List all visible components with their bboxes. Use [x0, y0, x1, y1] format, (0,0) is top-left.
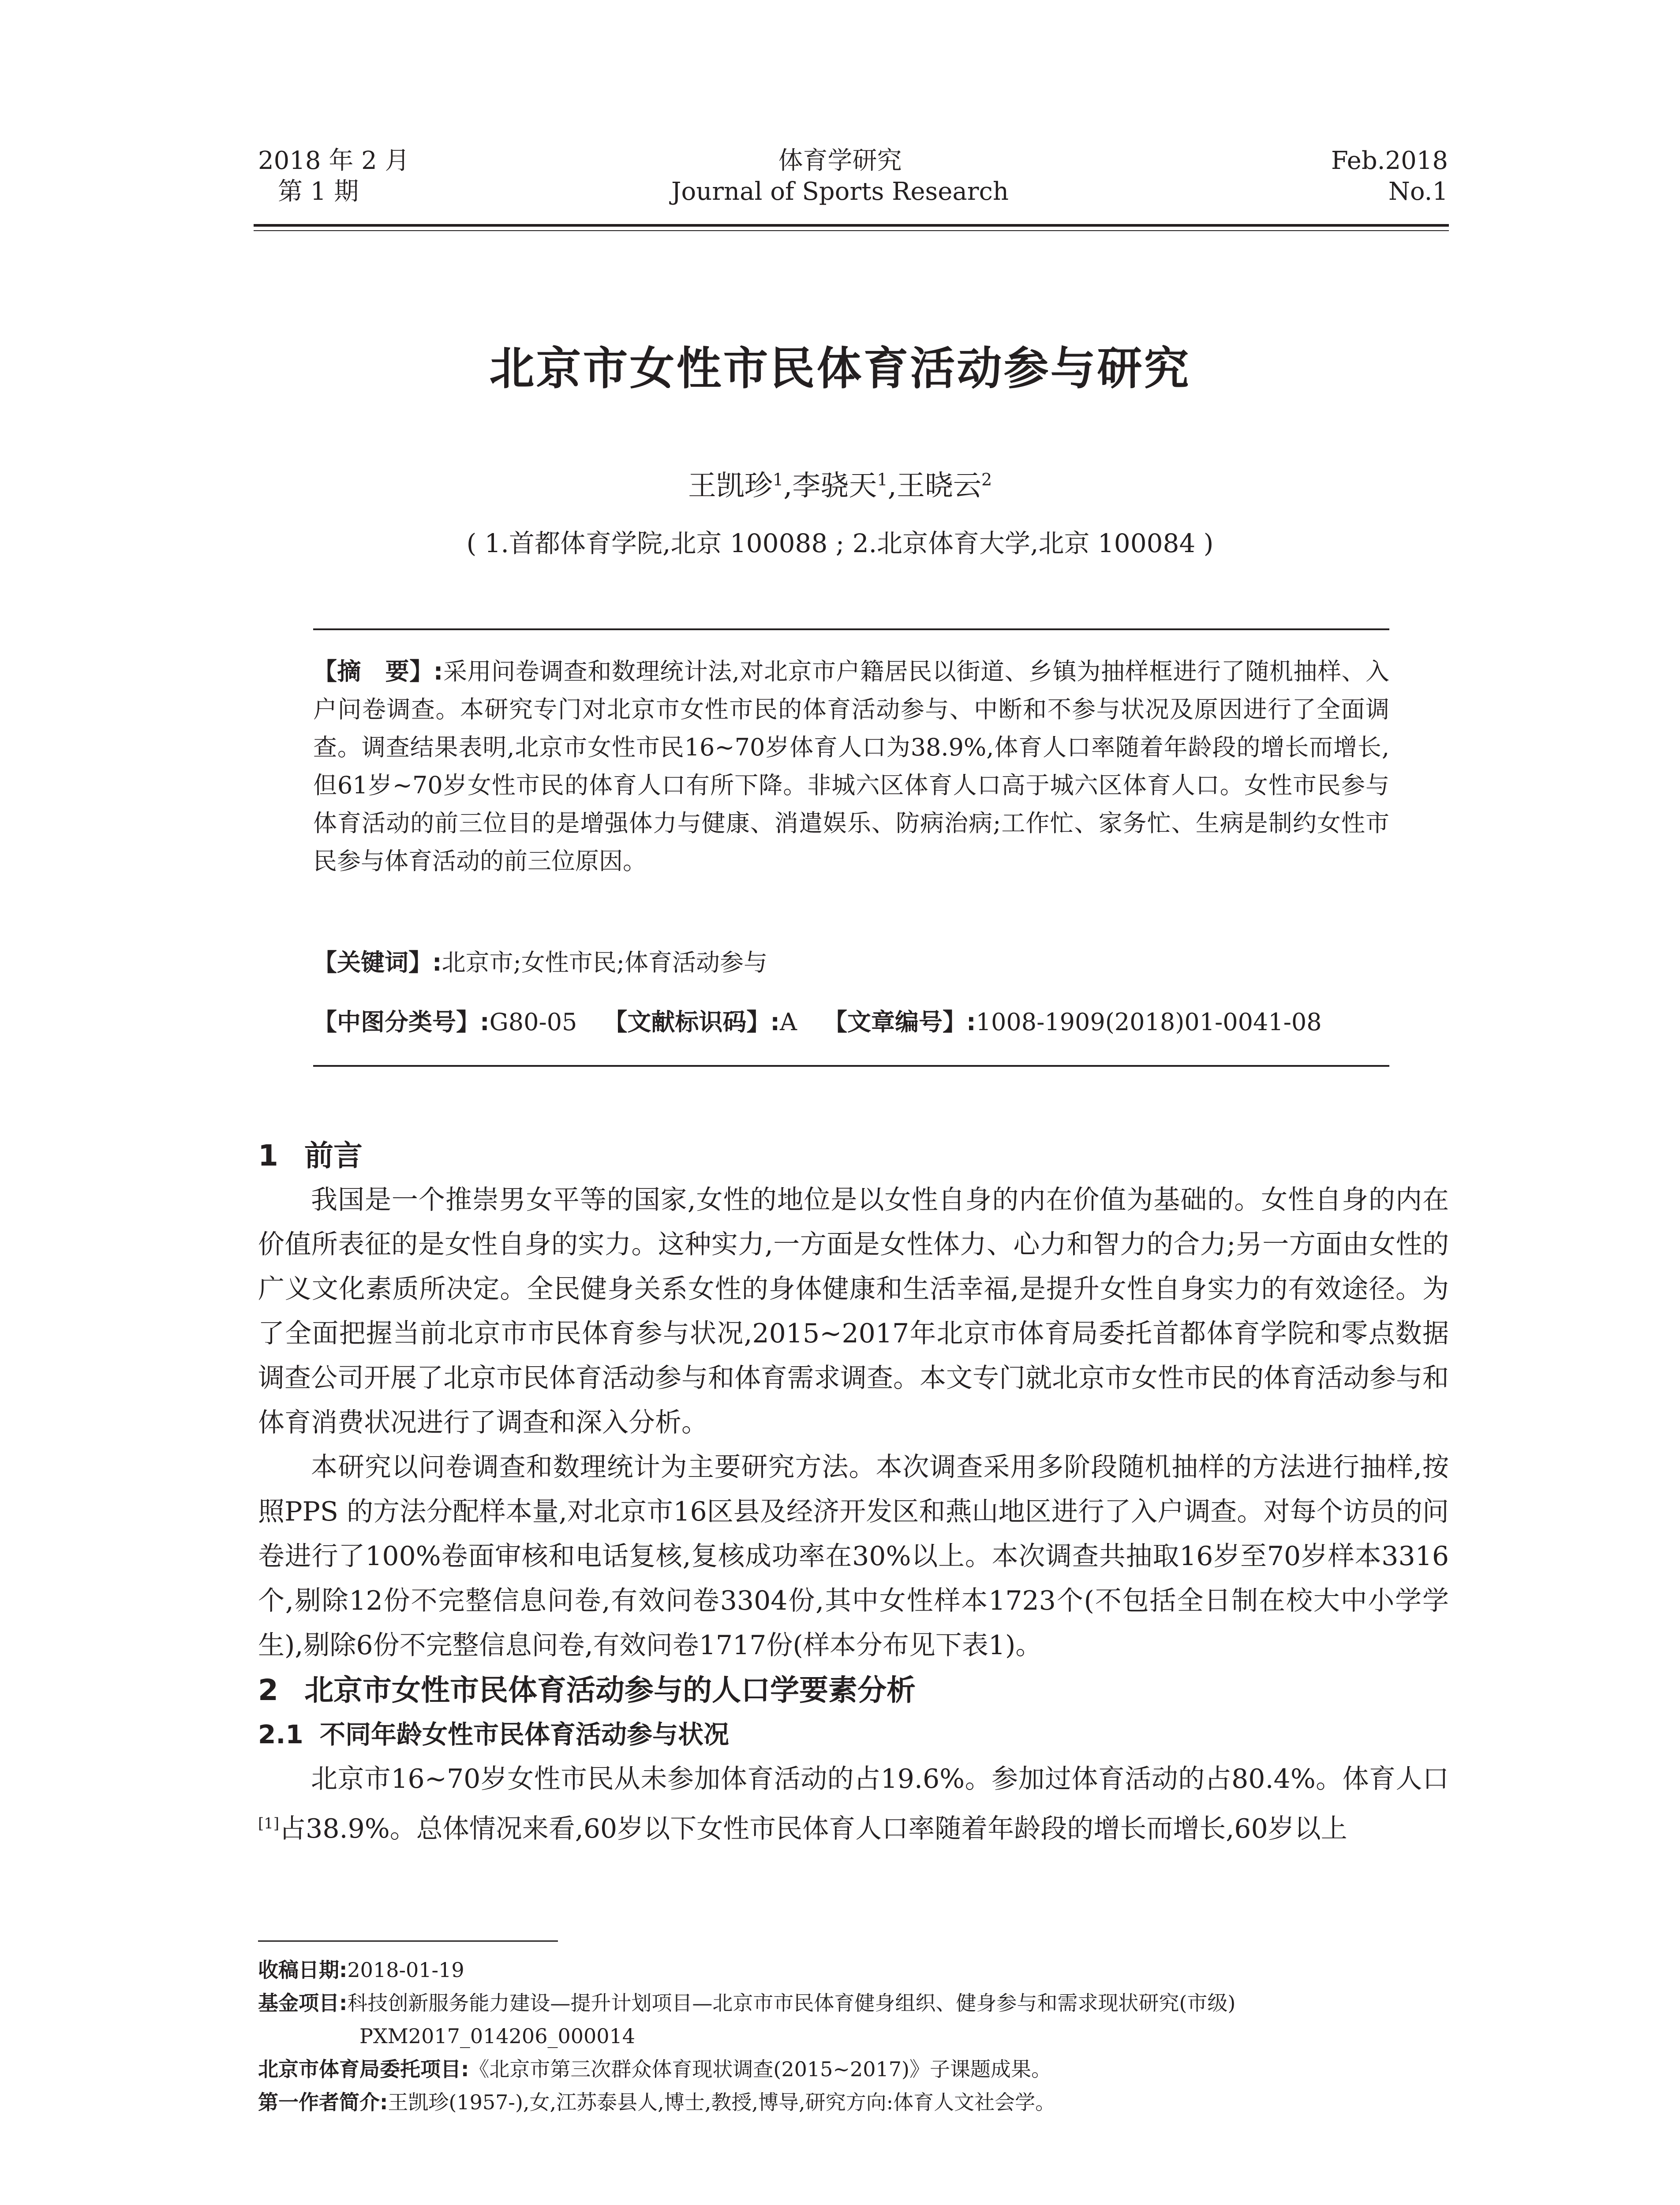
paragraph: 我国是一个推崇男女平等的国家,女性的地位是以女性自身的内在价值为基础的。女性自身的内在价值所表征的是女性自身的实力。这种实力,一方面是女性体力、心力和智力的合力;另一方面由女性的广义文化素质所决定。全民健身关系女性的身体健康和生活幸福,是提升女性自身实力的有效途径。为了全面把握当前北京市市民体育参与状况,2015~2017年北京市体育局委托首都体育学院和零点数据调查公司开展了北京市民体育活动参与和体育需求调查。本文专门就北京市女性市民的体育活动参与和体育消费状况进行了调查和深入分析。 [258, 1185, 1449, 1438]
clc-label: 【中图分类号】: [313, 1008, 490, 1036]
abstract [313, 653, 1389, 880]
footnote-author: 第一作者简介:王凯珍(1957-),女,江苏泰县人,博士,教授,博导,研究方向:体育人文社会学。 [258, 2090, 1056, 2114]
abstract-rule-top [313, 628, 1389, 630]
footnote-fund-code: PXM2017_014206_000014 [359, 2024, 636, 2048]
keywords-label: 【关键词】: [313, 949, 442, 976]
citation-ref: [1] [258, 1815, 280, 1832]
footnote-received: 收稿日期:2018-01-19 [258, 1958, 464, 1982]
keywords-text: 北京市;女性市民;体育活动参与 [442, 949, 767, 976]
doc-code-label: 【文献标识码】: [603, 1008, 780, 1036]
article-title: 北京市女性市民体育活动参与研究 [489, 343, 1191, 395]
keywords [313, 944, 1389, 982]
header-issue-cn: 第 1 期 [278, 177, 359, 206]
author-affil-mark: 2 [981, 470, 992, 490]
article-no-label: 【文章编号】: [823, 1008, 976, 1036]
header-journal-cn: 体育学研究 [778, 146, 902, 175]
author-affil-mark: 1 [772, 470, 784, 490]
header-rule-thin [254, 230, 1449, 231]
abstract-rule-bottom [313, 1065, 1389, 1067]
author-affil-mark: 1 [877, 470, 888, 490]
section-heading: 2 北京市女性市民体育活动参与的人口学要素分析 [258, 1673, 916, 1707]
footnote-rule [258, 1940, 558, 1942]
footnote-commission: 北京市体育局委托项目:《北京市第三次群众体育现状调查(2015~2017)》子课题成果。 [258, 2057, 1051, 2081]
footnote-fund: 基金项目:科技创新服务能力建设—提升计划项目—北京市市民体育健身组织、健身参与和需求现状研究(市级) [258, 1991, 1236, 2015]
clc-value: G80-05 [489, 1008, 577, 1036]
paragraph: 北京市16~70岁女性市民从未参加体育活动的占19.6%。参加过体育活动的占80.4%。体育人口[1]占38.9%。总体情况来看,60岁以下女性市民体育人口率随着年龄段的增长而增长,60岁以上 [258, 1764, 1449, 1844]
author-name: 王晓云 [896, 470, 981, 502]
body-text [258, 1133, 1449, 1851]
article-no-value: 1008-1909(2018)01-0041-08 [976, 1008, 1322, 1036]
classification-line [313, 1003, 1389, 1041]
header-right [1331, 146, 1448, 207]
abstract-label: 【摘 要】: [313, 658, 443, 685]
affiliations: ( 1.首都体育学院,北京 100088 ; 2.北京体育大学,北京 100084 ) [466, 528, 1214, 558]
author-name: 王凯珍 [688, 470, 773, 502]
header-date-cn: 2018 年 2 月 [258, 146, 410, 175]
header-journal-en: Journal of Sports Research [671, 177, 1009, 206]
author-list: 王凯珍$^1$,李骁天$^1$,王晓云$^2$ [688, 470, 992, 502]
section-heading: 1 前言 [258, 1139, 363, 1173]
subsection-heading: 2.1 不同年龄女性市民体育活动参与状况 [258, 1719, 730, 1749]
paragraph: 本研究以问卷调查和数理统计为主要研究方法。本次调查采用多阶段随机抽样的方法进行抽样,按照PPS 的方法分配样本量,对北京市16区县及经济开发区和燕山地区进行了入户调查。对每个访员的问卷进行了100%卷面审核和电话复核,复核成功率在30%以上。本次调查共抽取16岁至70岁样本3316个,剔除12份不完整信息问卷,有效问卷3304份,其中女性样本1723个(不包括全日制在校大中小学学生),剔除6份不完整信息问卷,有效问卷1717份(样本分布见下表1)。 [258, 1452, 1449, 1661]
header-rule-thick [254, 224, 1449, 227]
header-date-en: Feb.2018 [1331, 146, 1448, 175]
abstract-text: 采用问卷调查和数理统计法,对北京市户籍居民以街道、乡镇为抽样框进行了随机抽样、入户问卷调查。本研究专门对北京市女性市民的体育活动参与、中断和不参与状况及原因进行了全面调查。调查结果表明,北京市女性市民16~70岁体育人口为38.9%,体育人口率随着年龄段的增长而增长,但61岁~70岁女性市民的体育人口有所下降。非城六区体育人口高于城六区体育人口。女性市民参与体育活动的前三位目的是增强体力与健康、消遣娱乐、防病治病;工作忙、家务忙、生病是制约女性市民参与体育活动的前三位原因。 [313, 658, 1389, 875]
footnotes [258, 1954, 1449, 2119]
author-name: 李骁天 [792, 470, 877, 502]
header-issue-en: No.1 [1388, 177, 1448, 206]
doc-code-value: A [780, 1008, 797, 1036]
